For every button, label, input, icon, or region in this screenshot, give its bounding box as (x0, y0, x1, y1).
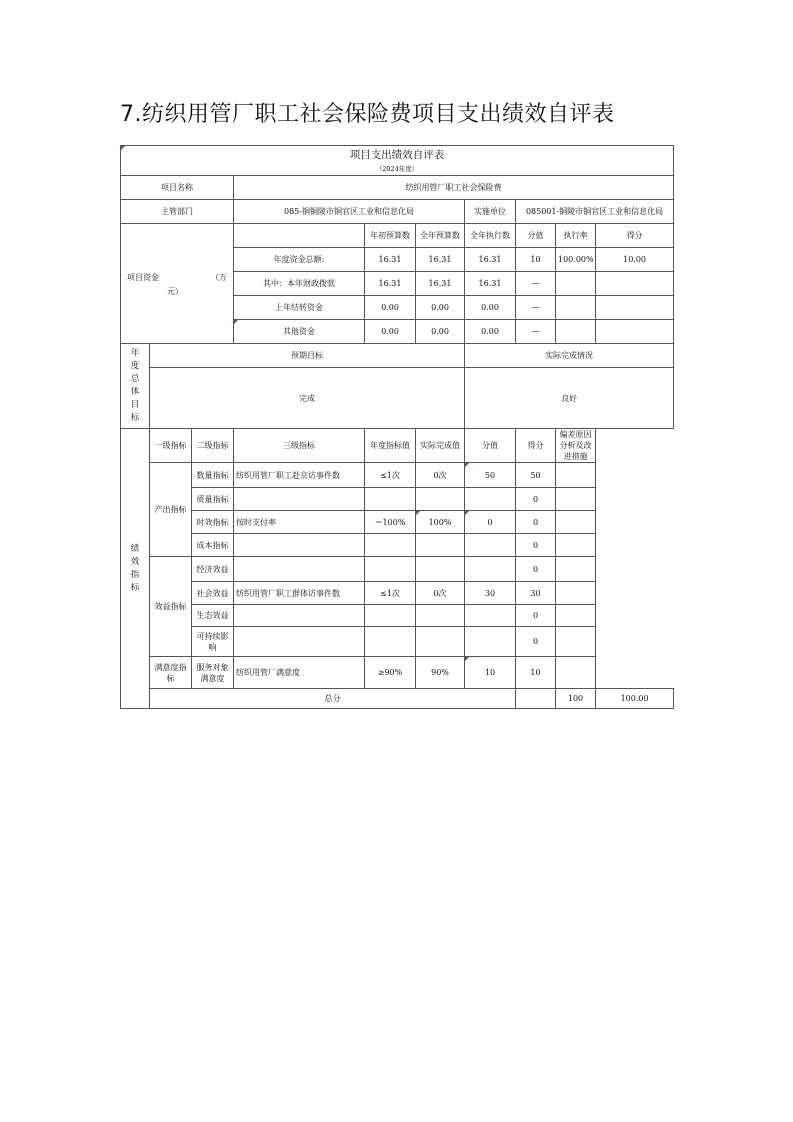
funds-cell: 0.00 (465, 320, 516, 344)
perf-header: 三级指标 (234, 429, 365, 463)
level3-indicator (234, 627, 365, 657)
funds-header: 执行率 (556, 224, 596, 248)
indicator-score: 0 (516, 557, 556, 582)
funds-cell: — (516, 320, 556, 344)
output-indicators-label: 产出指标 (150, 463, 192, 557)
perf-header: 一级指标 (150, 429, 192, 463)
indicator-score-value (465, 605, 516, 627)
funds-cell: 10.00 (596, 248, 674, 272)
page-heading: 7.纺织用管厂职工社会保险费项目支出绩效自评表 (120, 102, 615, 127)
benefit-indicators-label: 效益指标 (150, 557, 192, 657)
funds-header: 全年预算数 (416, 224, 465, 248)
level3-indicator: 按时支付率 (234, 511, 365, 534)
perf-header: 二级指标 (192, 429, 234, 463)
goal-label-char: 总 (130, 374, 140, 384)
unit-label: 实施单位 (465, 200, 516, 224)
indicator-target: ≤1次 (365, 463, 416, 488)
funds-cell: 16.31 (416, 272, 465, 296)
funds-cell: 100.00% (556, 248, 596, 272)
level3-indicator (234, 534, 365, 557)
indicator-actual (416, 488, 465, 511)
indicator-target (365, 534, 416, 557)
funds-label-unit-1: （万 (211, 273, 227, 282)
funds-label-main: 项目资金 (127, 273, 159, 282)
indicator-score: 50 (516, 463, 556, 488)
goal-label-char: 标 (130, 413, 140, 423)
project-name-label: 项目名称 (121, 176, 234, 200)
funds-row-label: 其他资金 (234, 320, 365, 344)
indicator-deviation (556, 511, 596, 534)
level3-indicator (234, 605, 365, 627)
actual-completion-value: 良好 (465, 368, 674, 429)
indicator-deviation (556, 557, 596, 582)
indicator-deviation (556, 534, 596, 557)
indicator-deviation (556, 463, 596, 488)
indicator-target: ＝100% (365, 511, 416, 534)
indicator-score-value (465, 557, 516, 582)
funds-cell (596, 320, 674, 344)
perf-header: 年度指标值 (365, 429, 416, 463)
funds-header: 分值 (516, 224, 556, 248)
indicator-score-value: 0 (465, 511, 516, 534)
indicator-score: 10 (516, 657, 556, 689)
level2-indicator: 数量指标 (192, 463, 234, 488)
indicator-deviation (556, 657, 596, 689)
indicator-target: ≥90% (365, 657, 416, 689)
perf-label-char: 指 (130, 569, 140, 580)
dept-label: 主管部门 (121, 200, 234, 224)
indicator-actual (416, 605, 465, 627)
funds-row-label: 上年结转资金 (234, 296, 365, 320)
funds-header: 得分 (596, 224, 674, 248)
funds-cell (556, 272, 596, 296)
level2-indicator: 生态效益 (192, 605, 234, 627)
level3-indicator: 纺织用管厂职工赴京访事件数 (234, 463, 365, 488)
indicator-score: 0 (516, 488, 556, 511)
performance-indicators-label (121, 429, 150, 709)
indicator-score-value (465, 488, 516, 511)
level3-indicator: 纺织用管厂满意度 (234, 657, 365, 689)
funds-cell: 16.31 (365, 248, 416, 272)
funds-cell: 16.31 (365, 272, 416, 296)
funds-cell: 10 (516, 248, 556, 272)
indicator-target (365, 605, 416, 627)
funds-header: 年初预算数 (365, 224, 416, 248)
total-blank (516, 689, 556, 709)
expected-goal-header: 预期目标 (150, 344, 465, 368)
funds-cell (556, 296, 596, 320)
level2-indicator: 服务对象满意度 (192, 657, 234, 689)
perf-header: 实际完成值 (416, 429, 465, 463)
level2-indicator: 质量指标 (192, 488, 234, 511)
funds-label-unit-2: 元） (167, 287, 183, 296)
total-score-value: 100 (556, 689, 596, 709)
indicator-score: 0 (516, 605, 556, 627)
total-label: 总分 (150, 689, 516, 709)
funds-row-label: 年度资金总额: (234, 248, 365, 272)
indicator-target (365, 488, 416, 511)
funds-header: 全年执行数 (465, 224, 516, 248)
indicator-actual (416, 534, 465, 557)
indicator-score: 0 (516, 511, 556, 534)
funds-cell: 0.00 (365, 320, 416, 344)
indicator-target: ≤1次 (365, 582, 416, 605)
funds-row-label: 其中：本年财政拨款 (234, 272, 365, 296)
funds-cell: 16.31 (416, 248, 465, 272)
total-score: 100.00 (596, 689, 674, 709)
project-funds-label (121, 224, 234, 344)
indicator-deviation (556, 582, 596, 605)
indicator-score: 0 (516, 627, 556, 657)
goal-label-char: 度 (130, 361, 140, 371)
funds-cell: 16.31 (465, 272, 516, 296)
indicator-score-value (465, 627, 516, 657)
indicator-score-value: 10 (465, 657, 516, 689)
indicator-deviation (556, 488, 596, 511)
level3-indicator (234, 557, 365, 582)
project-name-value: 纺织用管厂职工社会保险费 (234, 176, 674, 200)
unit-value: 085001-铜陵市铜官区工业和信息化局 (516, 200, 674, 224)
level2-indicator: 经济效益 (192, 557, 234, 582)
level2-indicator: 成本指标 (192, 534, 234, 557)
indicator-actual (416, 557, 465, 582)
perf-header: 得分 (516, 429, 556, 463)
indicator-score-value (465, 534, 516, 557)
funds-cell (596, 296, 674, 320)
funds-cell (556, 320, 596, 344)
funds-cell: — (516, 296, 556, 320)
self-evaluation-table (120, 145, 674, 709)
funds-cell: 0.00 (416, 320, 465, 344)
level3-indicator (234, 488, 365, 511)
funds-cell: — (516, 272, 556, 296)
table-title: 项目支出绩效自评表 (121, 146, 674, 165)
goal-label-char: 年 (130, 348, 140, 358)
funds-cell: 0.00 (465, 296, 516, 320)
indicator-actual: 90% (416, 657, 465, 689)
indicator-target (365, 627, 416, 657)
indicator-score: 30 (516, 582, 556, 605)
actual-completion-header: 实际完成情况 (465, 344, 674, 368)
expected-goal-value: 完成 (150, 368, 465, 429)
perf-label-char: 标 (130, 582, 140, 593)
indicator-actual (416, 627, 465, 657)
table-year: （2024年度） (121, 164, 674, 176)
funds-header-blank (234, 224, 365, 248)
dept-value: 085-铜铜陵市铜官区工业和信息化局 (234, 200, 465, 224)
perf-label-char: 绩 (130, 543, 140, 554)
goal-label-char: 体 (130, 387, 140, 397)
indicator-deviation (556, 627, 596, 657)
indicator-actual: 0次 (416, 463, 465, 488)
perf-header: 偏差原因分析及改进措施 (556, 429, 596, 463)
funds-cell: 16.31 (465, 248, 516, 272)
funds-cell: 0.00 (365, 296, 416, 320)
perf-header: 分值 (465, 429, 516, 463)
perf-label-char: 效 (130, 556, 140, 567)
indicator-score: 0 (516, 534, 556, 557)
annual-goal-label (121, 344, 150, 429)
goal-label-char: 目 (130, 400, 140, 410)
indicator-deviation (556, 605, 596, 627)
level2-indicator: 社会效益 (192, 582, 234, 605)
level2-indicator: 可持续影响 (192, 627, 234, 657)
satisfaction-indicators-label: 满意度指标 (150, 657, 192, 689)
indicator-actual: 100% (416, 511, 465, 534)
indicator-score-value: 50 (465, 463, 516, 488)
indicator-target (365, 557, 416, 582)
indicator-score-value: 30 (465, 582, 516, 605)
level3-indicator: 纺织用管厂职工群体访事件数 (234, 582, 365, 605)
funds-cell (596, 272, 674, 296)
indicator-actual: 0次 (416, 582, 465, 605)
level2-indicator: 时效指标 (192, 511, 234, 534)
funds-cell: 0.00 (416, 296, 465, 320)
